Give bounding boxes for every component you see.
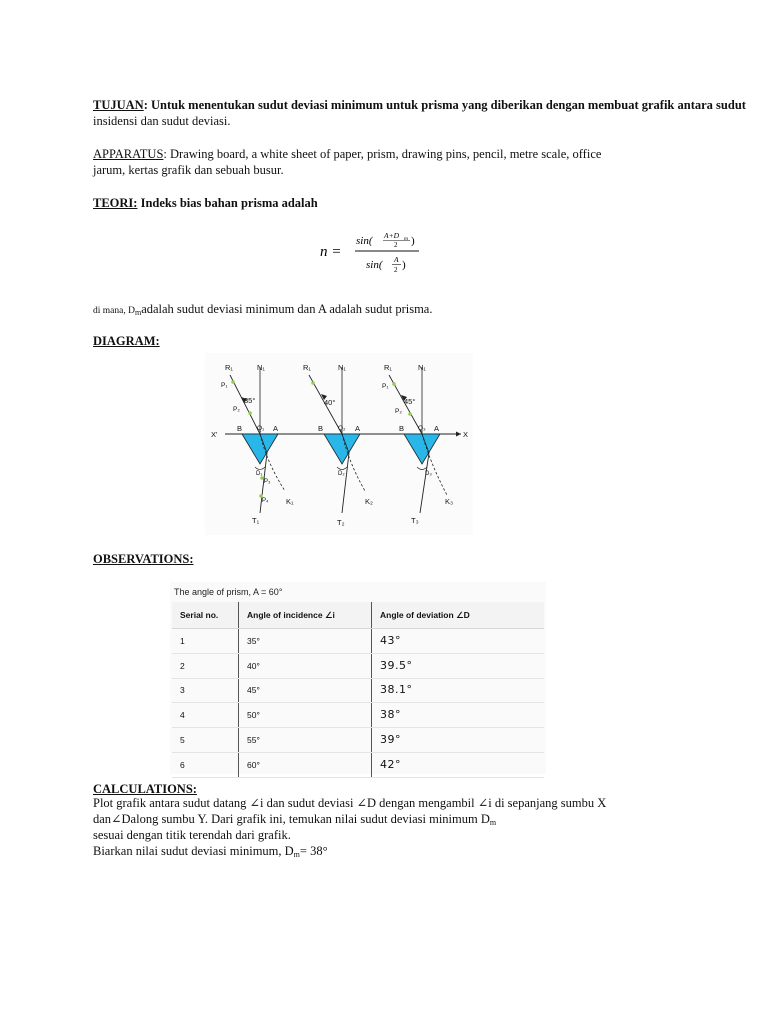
pin-p1 [311,381,315,385]
table-row [172,703,544,728]
prism-setup-1 [221,363,294,525]
formula-den-frac-bottom: 2 [394,266,398,274]
pin-p1 [231,380,235,384]
calculations-body [93,795,733,859]
formula-num-frac-sub: m [404,236,408,242]
cell-deviation: 39.5° [372,653,545,678]
label-d: D₁ [256,471,263,477]
calc-line-2: dan∠Dalong sumbu Y. Dari grafik ini, temukan nilai sudut deviasi minimum D [93,812,490,826]
formula-lhs: n = [320,244,342,260]
axis-arrow-icon [456,432,461,437]
tujuan-text-line2: insidensi dan sudut deviasi. [93,114,231,128]
diagram-heading: DIAGRAM: [93,334,160,348]
cell-incidence: 35° [239,629,372,654]
label-angle: 40° [324,398,336,407]
label-a: A [273,424,279,433]
observations-table-image [170,582,546,774]
label-t: T₃ [411,516,419,525]
cell-deviation: 38.1° [372,678,545,703]
pin-p2 [248,411,252,415]
calc-line-4-sub: m [293,850,300,859]
refractive-index-formula [318,224,428,280]
label-q: Q₃ [418,425,426,432]
teori-section [93,195,318,211]
table-row [172,653,544,678]
cell-deviation: 39° [372,728,545,753]
calc-line-2-sub: m [489,818,497,827]
calc-line-4-value: = 38° [299,844,328,858]
teori-text: Indeks bias bahan prisma adalah [137,196,318,210]
deviation-arc [337,467,347,470]
tujuan-colon: : [143,98,151,112]
tujuan-label: TUJUAN [93,98,144,112]
col-serial-header: Serial no. [172,602,239,629]
label-n: N₁ [418,363,426,372]
label-q: Q₂ [338,425,346,432]
cell-incidence: 45° [239,678,372,703]
axis-right-label: X [463,430,469,439]
label-d: D₃ [425,471,432,477]
label-b: B [318,424,324,433]
dimana-line [93,301,432,319]
cell-serial: 5 [172,728,239,753]
calc-line-3: sesuai dengan titik terendah dari grafik. [93,828,291,842]
deviation-arc [255,467,265,470]
pin-p1 [392,382,396,386]
observations-table [172,602,544,778]
dimana-text: adalah sudut deviasi minimum dan A adalah sudut prisma. [141,302,433,316]
label-n: N₁ [257,363,265,372]
table-row [172,728,544,753]
label-k: K₂ [365,497,373,506]
cell-deviation: 42° [372,752,545,777]
cell-incidence: 50° [239,703,372,728]
cell-incidence: 60° [239,752,372,777]
label-a: A [434,424,440,433]
table-row [172,752,544,777]
pin-p2 [408,412,412,416]
cell-serial: 4 [172,703,239,728]
label-b: B [237,424,243,433]
prism-triangle [242,434,278,464]
label-r: R₁ [303,363,311,372]
label-p1: P₁ [221,382,228,389]
cell-serial: 6 [172,752,239,777]
formula-den-close: ) [402,259,406,271]
axis-left-label: X' [211,430,218,439]
apparatus-text-line1: : Drawing board, a white sheet of paper, prism, drawing pins, pencil, metre scale, office [163,147,602,161]
apparatus-text-line2: jarum, kertas grafik dan sebuah busur. [93,163,284,177]
cell-serial: 2 [172,653,239,678]
tujuan-section [93,97,768,129]
table-row [172,629,544,654]
cell-incidence: 55° [239,728,372,753]
prism-setup-3 [382,363,453,525]
label-a: A [355,424,361,433]
formula-num-sin: sin( [356,235,373,247]
label-angle: 45° [404,397,416,406]
prism-triangle [404,434,440,464]
calc-line-4: Biarkan nilai sudut deviasi minimum, D [93,844,294,858]
cell-deviation: 43° [372,629,545,654]
col-incidence-header: Angle of incidence ∠i [239,602,372,629]
label-angle: 35° [244,396,256,405]
label-d: D₂ [338,471,345,477]
prism-setup-2 [303,363,373,527]
formula-num-close: ) [411,235,415,247]
formula-den-frac-top: A [394,255,399,264]
cell-deviation: 38° [372,703,545,728]
table-row [172,678,544,703]
label-k: K₃ [445,497,454,506]
apparatus-label: APPARATUS [93,147,164,161]
label-p4: P₄ [262,498,269,504]
label-t: T₁ [252,516,260,525]
formula-num-frac-top: A+D [384,231,400,240]
col-deviation-header: Angle of deviation ∠D [372,602,545,629]
label-p1: P₁ [382,383,389,390]
label-p2: P₂ [395,408,402,415]
prism-angle-caption: The angle of prism, A = 60° [174,587,283,597]
formula-num-frac-bottom: 2 [394,241,398,249]
formula-den-sin: sin( [366,259,383,271]
label-t: T₂ [337,518,345,527]
label-n: N₁ [338,363,346,372]
dimana-sub: m [134,308,142,317]
teori-label: TEORI: [93,196,138,210]
tujuan-text: Untuk menentukan sudut deviasi minimum untuk prisma yang diberikan dengan membuat grafik antara sudut [151,98,746,112]
table-header-row [172,602,544,629]
dimana-prefix: di mana, D [93,306,135,316]
prism-diagram [205,353,473,535]
calculations-heading: CALCULATIONS: [93,782,197,796]
label-r: R₁ [225,363,233,372]
prism-triangle [324,434,360,464]
calc-line-1: Plot grafik antara sudut datang ∠i dan sudut deviasi ∠D dengan mengambil ∠i di sepanjang sumbu X [93,796,607,810]
label-k: K₁ [286,497,294,506]
cell-incidence: 40° [239,653,372,678]
deviation-arc [417,467,427,470]
label-p2: P₂ [233,406,240,413]
label-b: B [399,424,405,433]
cell-serial: 3 [172,678,239,703]
apparatus-section [93,146,693,178]
observations-heading: OBSERVATIONS: [93,552,194,566]
label-q: Q₁ [257,425,265,432]
label-p3: P₃ [264,479,271,485]
label-r: R₁ [384,363,392,372]
cell-serial: 1 [172,629,239,654]
